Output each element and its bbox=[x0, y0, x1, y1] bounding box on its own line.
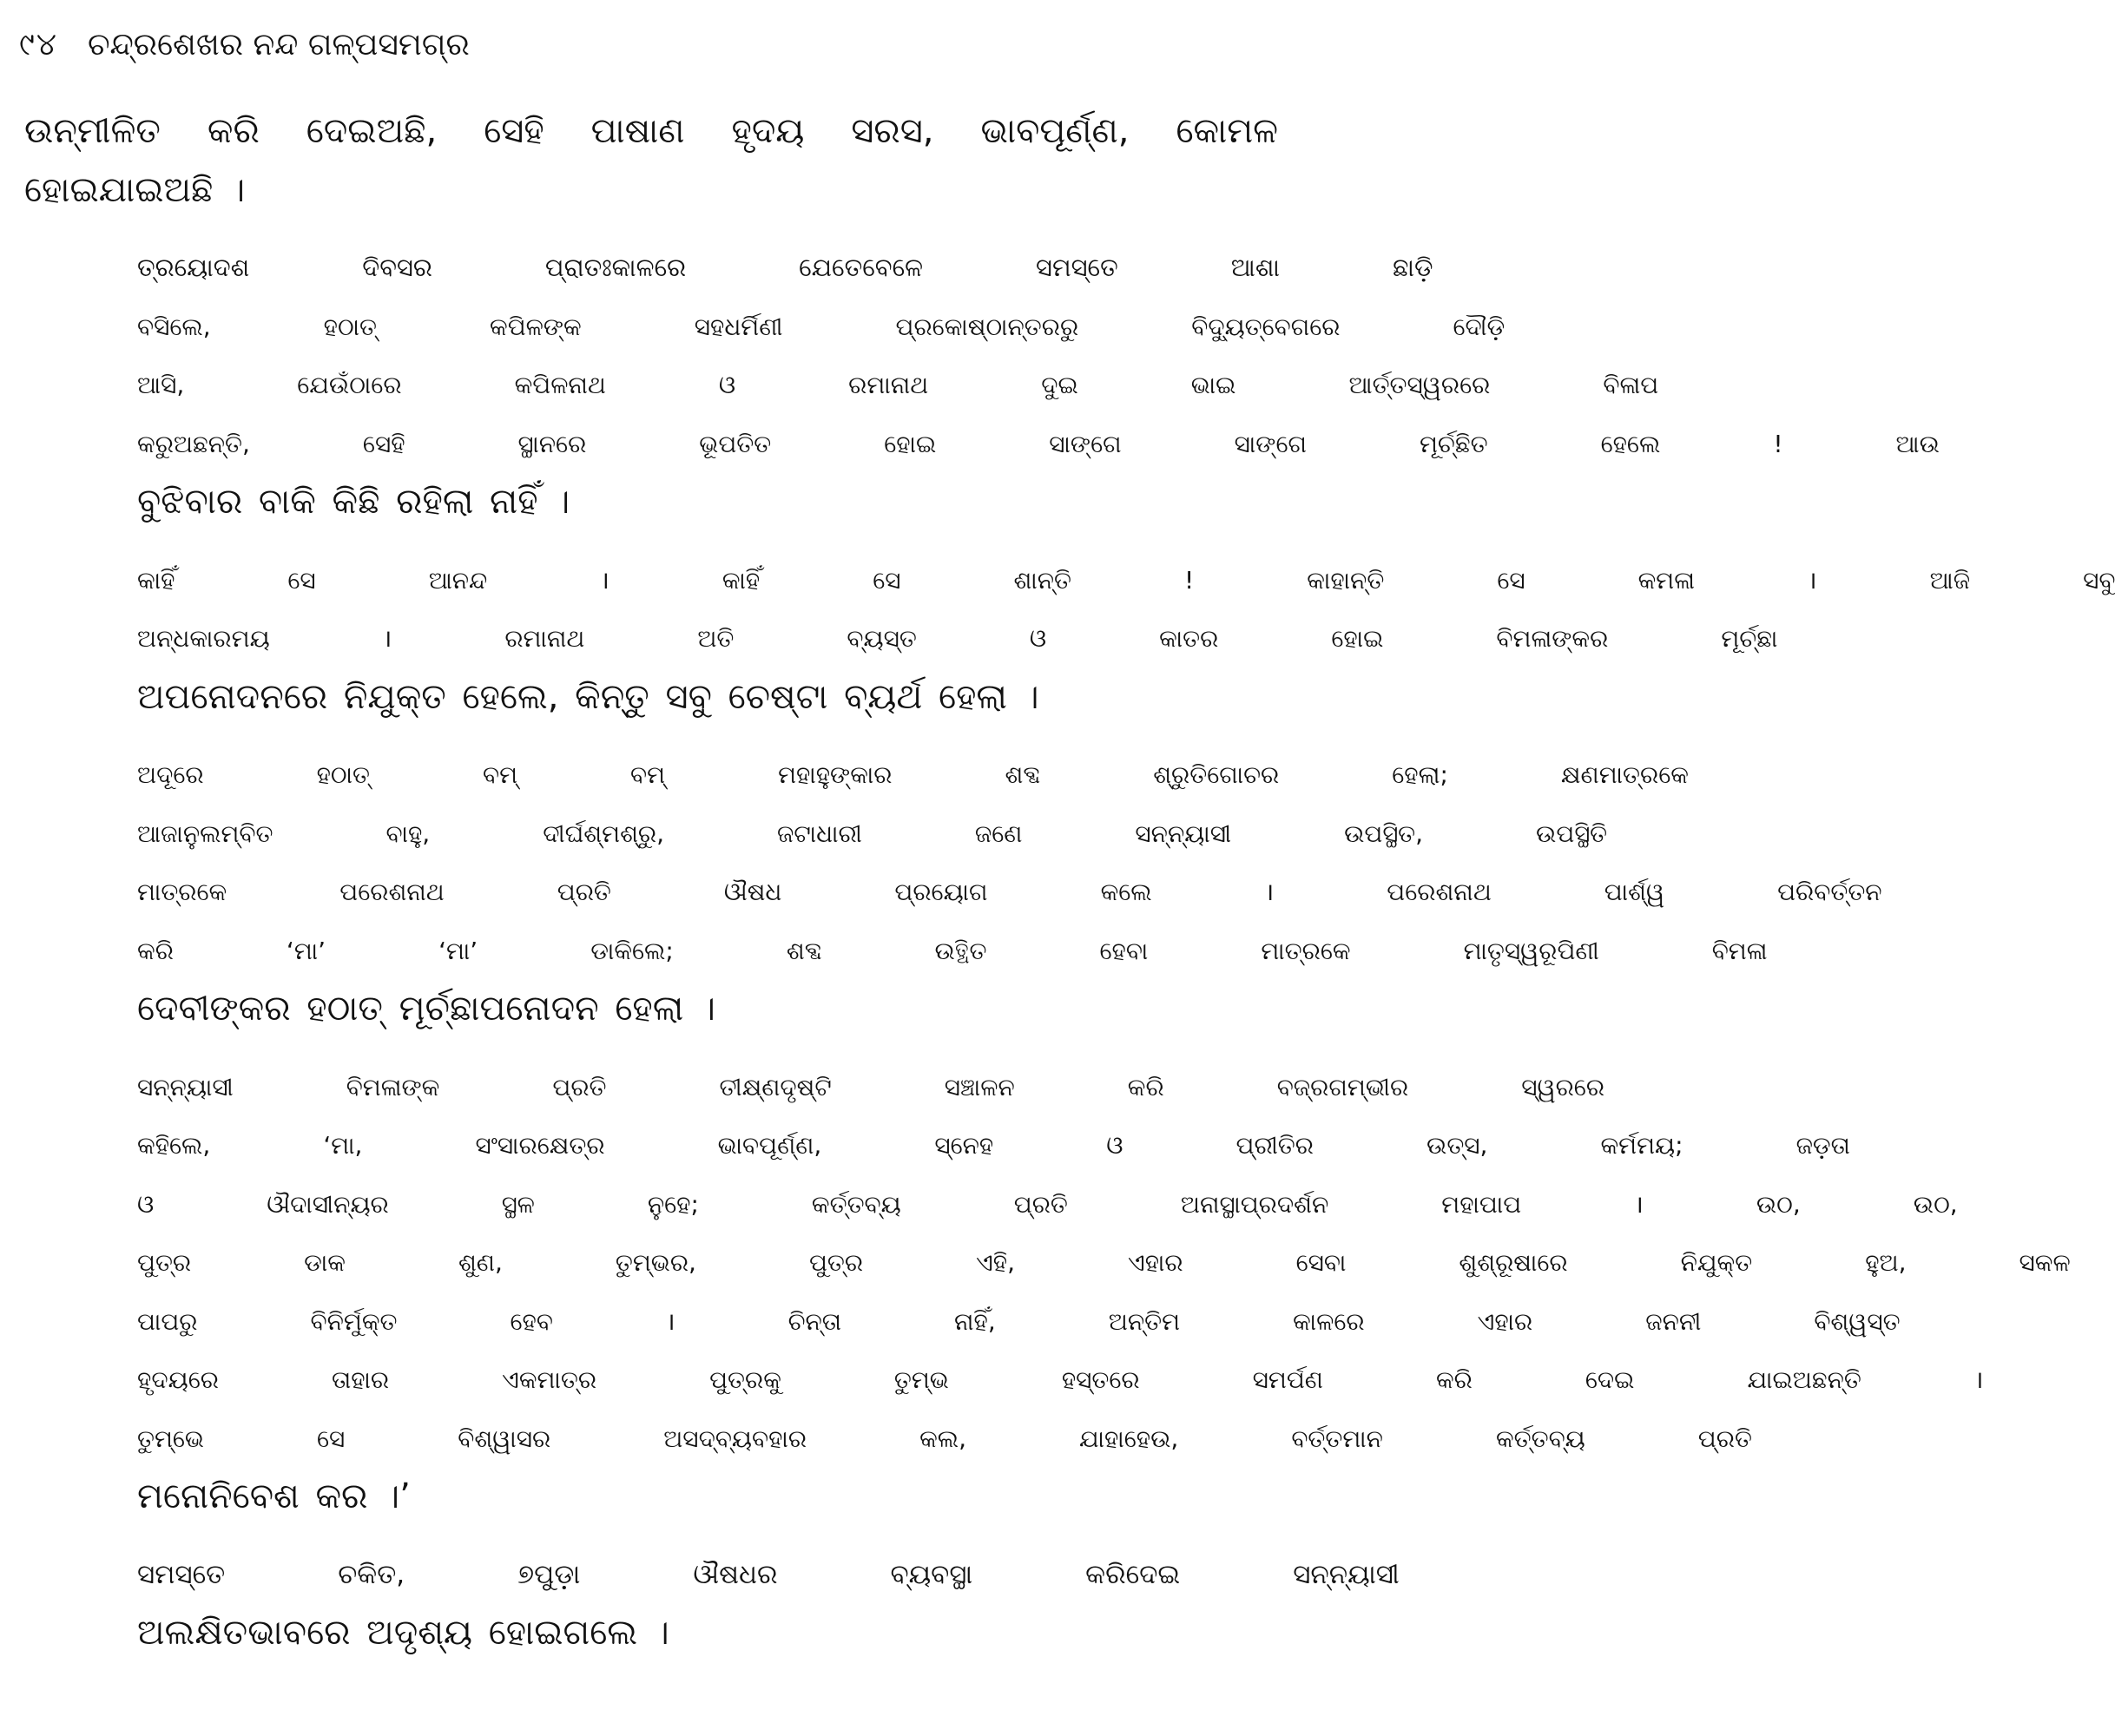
paragraph bbox=[24, 746, 1882, 1039]
text-line: ମନୋନିବେଶ କର ।’ bbox=[137, 1476, 411, 1516]
running-header bbox=[19, 19, 470, 71]
text-line: ତୁମ୍ଭେ ସେ ବିଶ୍ୱାସର ଅସଦ୍‌ବ୍ୟବହାର କଲ, ଯାହାହେଉ, ବର୍ତ୍ତମାନ କର୍ତ୍ତବ୍ୟ ପ୍ରତି bbox=[137, 1424, 1752, 1453]
paragraph bbox=[24, 239, 1940, 532]
text-line: ବସିଲେ, ହଠାତ୍ କପିଳଙ୍କ ସହଧର୍ମିଣୀ ପ୍ରକୋଷ୍ଠାନ୍ତରରୁ ବିଦ୍ୟୁତ୍‌ବେଗରେ ଦୌଡ଼ି bbox=[137, 312, 1506, 341]
text-line: ଦେବୀଙ୍କର ହଠାତ୍ ମୂର୍ଚ୍ଛାପନୋଦନ ହେଲା । bbox=[137, 989, 715, 1029]
paragraph bbox=[24, 551, 2115, 727]
text-line: ଅପନୋଦନରେ ନିଯୁକ୍ତ ହେଲେ, କିନ୍ତୁ ସବୁ ଚେଷ୍ଟା ବ୍ୟର୍ଥ ହେଲା । bbox=[137, 676, 1039, 717]
text-line: ଆଜାନୁଲମ୍ବିତ ବାହୁ, ଦୀର୍ଘଶ୍ମଶ୍ରୁ, ଜଟାଧାରୀ ଜଣେ ସନ୍ନ୍ୟାସୀ ଉପସ୍ଥିତ, ଉପସ୍ଥିତି bbox=[137, 819, 1608, 848]
page-number: ୯୪ bbox=[19, 27, 58, 62]
text-line: ବୁଝିବାର ବାକି କିଛି ରହିଲା ନାହିଁ । bbox=[137, 482, 570, 522]
text-line: ଓ ଔଦାସୀନ୍ୟର ସ୍ଥଳ ନୁହେ; କର୍ତ୍ତବ୍ୟ ପ୍ରତି ଅନାସ୍ଥାପ୍ରଦର୍ଶନ ମହାପାପ । ଉଠ, ଉଠ, bbox=[137, 1189, 1958, 1219]
text-line: ସନ୍ନ୍ୟାସୀ ବିମଳାଙ୍କ ପ୍ରତି ତୀକ୍ଷ୍ଣଦୃଷ୍ଟି ସଞ୍ଚାଳନ କରି ବଜ୍ରଗମ୍ଭୀର ସ୍ୱରରେ bbox=[137, 1072, 1605, 1101]
paragraph bbox=[24, 102, 1278, 220]
text-line: ଅଲକ୍ଷିତଭାବରେ ଅଦୃଶ୍ୟ ହୋଇଗଲେ । bbox=[137, 1613, 669, 1653]
text-line: କହିଲେ, ‘ମା, ସଂସାରକ୍ଷେତ୍ର ଭାବପୂର୍ଣ୍ଣ, ସ୍ନେହ ଓ ପ୍ରୀତିର ଉତ୍ସ, କର୍ମମୟ; ଜଡ଼ତା bbox=[137, 1131, 1850, 1160]
text-line: କରି ‘ମା’ ‘ମା’ ଡାକିଲେ; ଶବ୍ଦ ଉତ୍ଥିତ ହେବା ମାତ୍ରକେ ମାତୃସ୍ୱରୂପିଣୀ ବିମଳା bbox=[137, 936, 1768, 965]
paragraph bbox=[24, 1058, 2071, 1527]
text-line: ପାପରୁ ବିନିର୍ମୁକ୍ତ ହେବ । ଚିନ୍ତା ନାହିଁ, ଅନ୍ତିମ କାଳରେ ଏହାର ଜନନୀ ବିଶ୍ୱସ୍ତ bbox=[137, 1306, 1901, 1336]
body-text bbox=[24, 102, 2115, 1663]
text-line: ପୁତ୍ର ଡାକ ଶୁଣ, ତୁମ୍ଭର, ପୁତ୍ର ଏହି, ଏହାର ସେବା ଶୁଶ୍ରୂଷାରେ ନିଯୁକ୍ତ ହୁଅ, ସକଳ bbox=[137, 1248, 2071, 1277]
text-line: ଆସି, ଯେଉଁଠାରେ କପିଳନାଥ ଓ ରମାନାଥ ଦୁଇ ଭାଇ ଆର୍ତ୍ତସ୍ୱରରେ ବିଳାପ bbox=[137, 371, 1659, 399]
text-line: ସମସ୍ତେ ଚକିତ, ୭ପୁଡ଼ା ଔଷଧର ବ୍ୟବସ୍ଥା କରିଦେଇ ସନ୍ନ୍ୟାସୀ bbox=[137, 1558, 1400, 1590]
book-title: ଚନ୍ଦ୍ରଶେଖର ନନ୍ଦ ଗଳ୍ପସମଗ୍ର bbox=[87, 27, 470, 62]
paragraph bbox=[24, 1546, 1400, 1663]
text-line: ହୃଦୟରେ ତାହାର ଏକମାତ୍ର ପୁତ୍ରକୁ ତୁମ୍ଭ ହସ୍ତରେ ସମର୍ପଣ କରି ଦେଇ ଯାଇଅଛନ୍ତି । bbox=[137, 1365, 1984, 1394]
text-line: ଅନ୍ଧକାରମୟ । ରମାନାଥ ଅତି ବ୍ୟସ୍ତ ଓ କାତର ହୋଇ ବିମଳାଙ୍କର ମୂର୍ଚ୍ଛା bbox=[137, 624, 1778, 653]
text-line: ହୋଇଯାଇଅଛି । bbox=[24, 169, 246, 210]
text-line: ମାତ୍ରକେ ପରେଶନାଥ ପ୍ରତି ଔଷଧ ପ୍ରୟୋଗ କଲେ । ପରେଶନାଥ ପାର୍ଶ୍ୱ ପରିବର୍ତ୍ତନ bbox=[137, 878, 1882, 906]
text-line: ଅଦୂରେ ହଠାତ୍ ବମ୍ ବମ୍ ମହାହୁଙ୍କାର ଶବ୍ଦ ଶ୍ରୁତିଗୋଚର ହେଲା; କ୍ଷଣମାତ୍ରକେ bbox=[137, 760, 1689, 789]
text-line: କରୁଅଛନ୍ତି, ସେହି ସ୍ଥାନରେ ଭୂପତିତ ହୋଇ ସାଙ୍ଗେ ସାଙ୍ଗେ ମୂର୍ଚ୍ଛିତ ହେଲେ ! ଆଉ bbox=[137, 429, 1940, 458]
text-line: କାହିଁ ସେ ଆନନ୍ଦ । କାହିଁ ସେ ଶାନ୍ତି ! କାହାନ୍ତି ସେ କମଳା । ଆଜି ସବୁ bbox=[137, 565, 2115, 595]
text-line: ତ୍ରୟୋଦଶ ଦିବସର ପ୍ରାତଃକାଳରେ ଯେତେବେଳେ ସମସ୍ତେ ଆଶା ଛାଡ଼ି bbox=[137, 253, 1433, 282]
text-line: ଉନ୍ମୀଳିତ କରି ଦେଇଅଛି, ସେହି ପାଷାଣ ହୃଦୟ ସରସ, ଭାବପୂର୍ଣ୍ଣ, କୋମଳ bbox=[24, 111, 1278, 151]
